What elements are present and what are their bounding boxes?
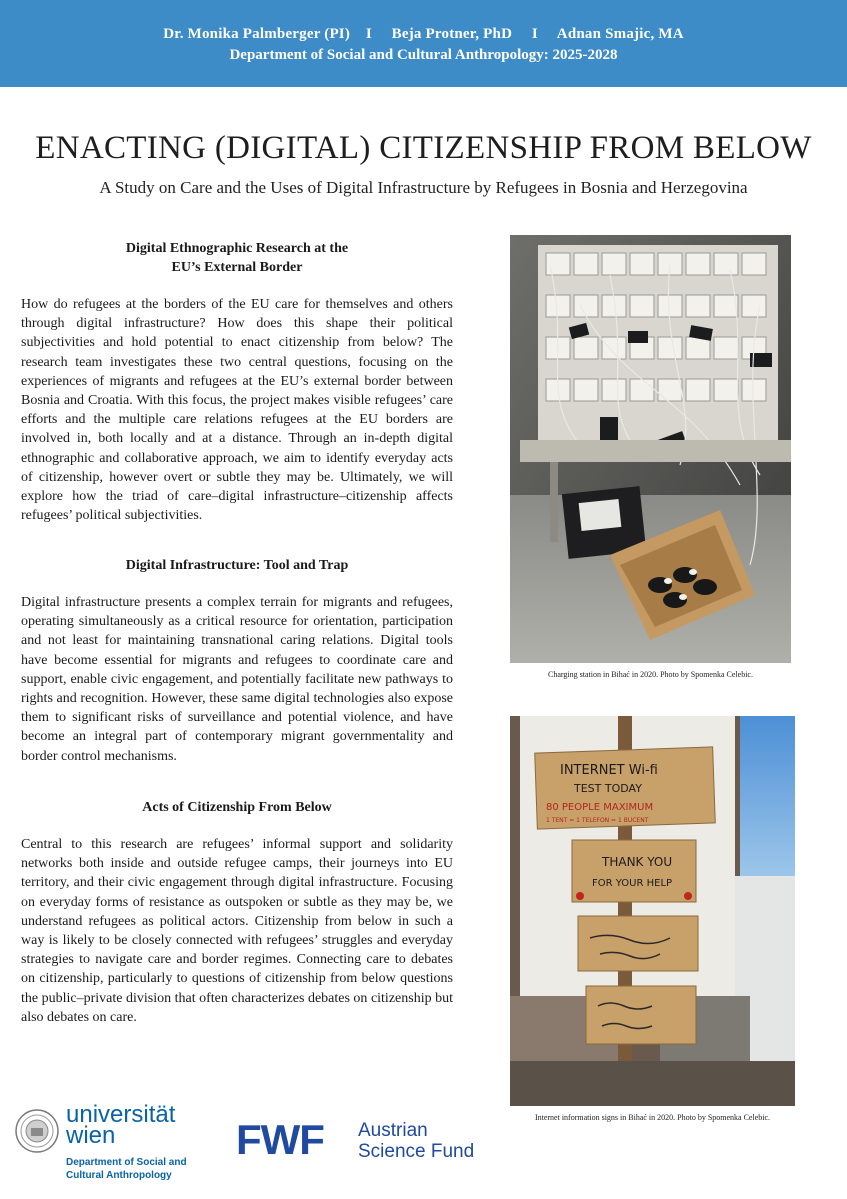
charging-station-photo (510, 235, 791, 663)
internet-signs-caption: Internet information signs in Bihać in 2020. Photo by Spomenka Celebic. (534, 1113, 771, 1122)
sign-test-text: TEST TODAY (574, 782, 642, 795)
uni-dept-line: Department of Social and (66, 1157, 187, 1168)
uni-name-line: universität (66, 1101, 176, 1128)
section-heading-line: Digital Ethnographic Research at the (125, 241, 349, 256)
sign-internet-text: INTERNET Wi-fi (560, 763, 658, 778)
sign-capacity-text: 80 PEOPLE MAXIMUM (546, 802, 654, 813)
university-vienna-logo (12, 1101, 212, 1184)
fwf-mark: FWF (236, 1116, 324, 1163)
fwf-name-line: Austrian (358, 1120, 428, 1141)
header-names: Dr. Monika Palmberger (PI) I Beja Protner, PhD I Adnan Smajic, MA (163, 26, 684, 42)
uni-dept-line: Cultural Anthropology (66, 1170, 172, 1181)
section-body: Central to this research are refugees’ informal support and solidarity networks both inside and outside refugee camps, their journeys into EU territory, and their civic engagement through digital infrastructure. Focusing on everyday forms of resistance as outspoken or subtle as they may be, we understand refugees as political actors. Citizenship from below in such a way is likely to be closely connected with refugees’ struggles and everyday strategies to navigate care and border regimes. Connecting care to debates on citizenship, particularly to questions of citizenship from below questions the public–private division that often characterizes debates on citizenship but also debates on care. (21, 837, 453, 1025)
sign-help-text: FOR YOUR HELP (592, 878, 673, 889)
section-heading: Acts of Citizenship From Below (142, 800, 332, 815)
sign-rule-text: 1 TENT = 1 TELEFON = 1 BUCENT (546, 817, 649, 824)
header-department: Department of Social and Cultural Anthropology: 2025-2028 (229, 47, 618, 63)
page-subtitle: A Study on Care and the Uses of Digital Infrastructure by Refugees in Bosnia and Herzegovina (99, 178, 748, 197)
section-infrastructure (21, 556, 453, 766)
section-citizenship (21, 798, 453, 1027)
section-heading: Digital Infrastructure: Tool and Trap (125, 558, 349, 573)
uni-name-line: wien (66, 1122, 116, 1149)
section-heading (21, 239, 453, 277)
header-banner (0, 0, 847, 87)
internet-signs-photo (510, 716, 795, 1106)
page-title: ENACTING (DIGITAL) CITIZENSHIP FROM BELOW (35, 130, 812, 166)
section-heading-line: EU’s External Border (171, 260, 303, 275)
sign-thanks-text: THANK YOU (602, 855, 673, 869)
university-seal-icon (14, 1108, 60, 1154)
section-body: Digital infrastructure presents a complex terrain for migrants and refugees, operating simultaneously as a critical resource for orientation, participation and not least for maintaining transnational caring relations. Digital tools have become essential for migrants and refugees to coordinate care and support, enable civic engagement, and potentially facilitate new pathways to rights and recognition. However, these same digital technologies also expose them to significant risks of surveillance and potential violence, and have become an integral part of contemporary migrant governmentality and border control mechanisms. (21, 595, 453, 764)
section-body: How do refugees at the borders of the EU care for themselves and others through digital infrastructure? How does this shape their political subjectivities and hold potential to enact citizenship from below? The research team investigates these two central questions, focusing on the experiences of migrants and refugees at the EU’s external border between Bosnia and Croatia. With this focus, the project makes visible refugees’ care efforts and the multiple care relations refugees at the EU borders are involved in, both locally and at a distance. Through an in-depth digital ethnographic and collaborative approach, we aim to identify everyday acts of citizenship, however overt or subtle they may be. Ultimately, we will explore how the triad of care–digital infrastructure–citizenship affects refugees’ political subjectivities. (21, 297, 453, 524)
charging-station-caption: Charging station in Bihać in 2020. Photo by Spomenka Celebic. (548, 670, 753, 679)
section-research (21, 239, 453, 525)
fwf-name-line: Science Fund (358, 1141, 475, 1162)
